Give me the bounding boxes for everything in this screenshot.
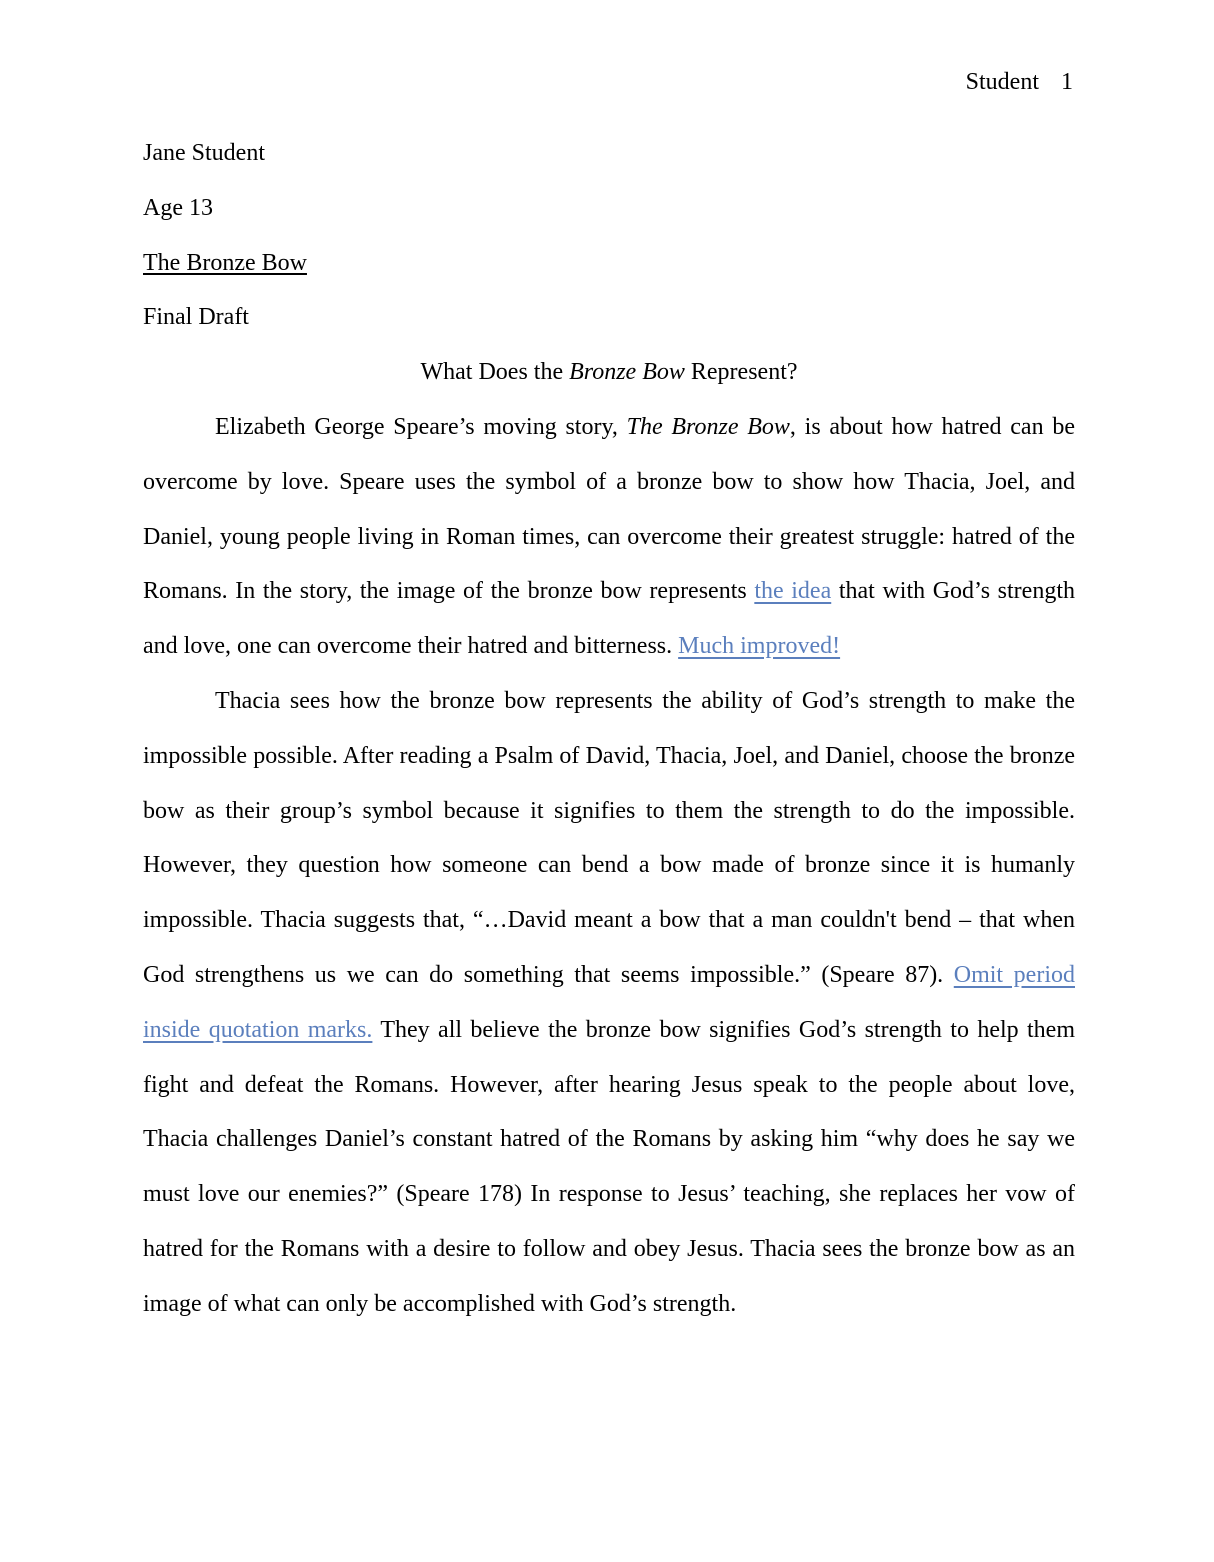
document-body	[143, 126, 1075, 1332]
draft-label: Final Draft	[143, 304, 249, 331]
paragraph-1-text-c: that with God’s strength and love, one can overcome their hatred and bitterness.	[143, 578, 1075, 660]
essay-title-before: What Does the	[420, 359, 570, 386]
paragraph-2-text-a: Thacia sees how the bronze bow represents the ability of God’s strength to make the impossible possible. After reading a Psalm of David, Thacia, Joel, and Daniel, choose the bronze bow as their group’s symbol because it signifies to them the strength to do the impossible. However, they question how someone can bend a bow made of bronze since it is humanly impossible. Thacia suggests that, “…David meant a bow that a man couldn't bend – that when God strengthens us we can do something that seems impossible.” (Speare 87).	[143, 687, 1075, 988]
student-age: Age 13	[143, 194, 213, 221]
paragraph-2-text-b: They all believe the bronze bow signifies God’s strength to help them fight and defeat the Romans. However, after hearing Jesus speak to the people about love, Thacia challenges Daniel’s constant hatred of the Romans by asking him “why does he say we must love our enemies?” (Speare 178) In response to Jesus’ teaching, she replaces her vow of hatred for the Romans with a desire to follow and obey Jesus. Thacia sees the bronze bow as an image of what can only be accomplished with God’s strength.	[143, 1016, 1076, 1317]
comment-link-the-idea[interactable]: the idea	[754, 578, 832, 605]
paragraph-1-text-a: Elizabeth George Speare’s moving story,	[215, 413, 627, 440]
essay-title	[143, 345, 1075, 400]
comment-link-omit-period[interactable]: Omit period inside quotation marks.	[143, 961, 1075, 1043]
paragraph-1-text-b: , is about how hatred can be overcome by love. Speare uses the symbol of a bronze bow to show how Thacia, Joel, and Daniel, young people living in Roman times, can overcome their greatest struggle: hatred of the Romans. In the story, the image of the bronze bow represents	[143, 413, 1075, 605]
book-title: The Bronze Bow	[143, 249, 307, 276]
running-head-name: Student	[965, 69, 1039, 95]
page-number: 1	[1061, 69, 1073, 95]
running-head	[966, 68, 1073, 96]
student-name: Jane Student	[143, 140, 265, 166]
paragraph-2	[143, 674, 1075, 1332]
paragraph-1-book-title: The Bronze Bow	[626, 413, 790, 440]
comment-link-much-improved[interactable]: Much improved!	[678, 633, 841, 660]
book-title-line	[143, 236, 1075, 291]
essay-title-italic: Bronze Bow	[569, 359, 685, 386]
paragraph-1	[143, 400, 1075, 674]
essay-title-after: Represent?	[684, 359, 798, 386]
